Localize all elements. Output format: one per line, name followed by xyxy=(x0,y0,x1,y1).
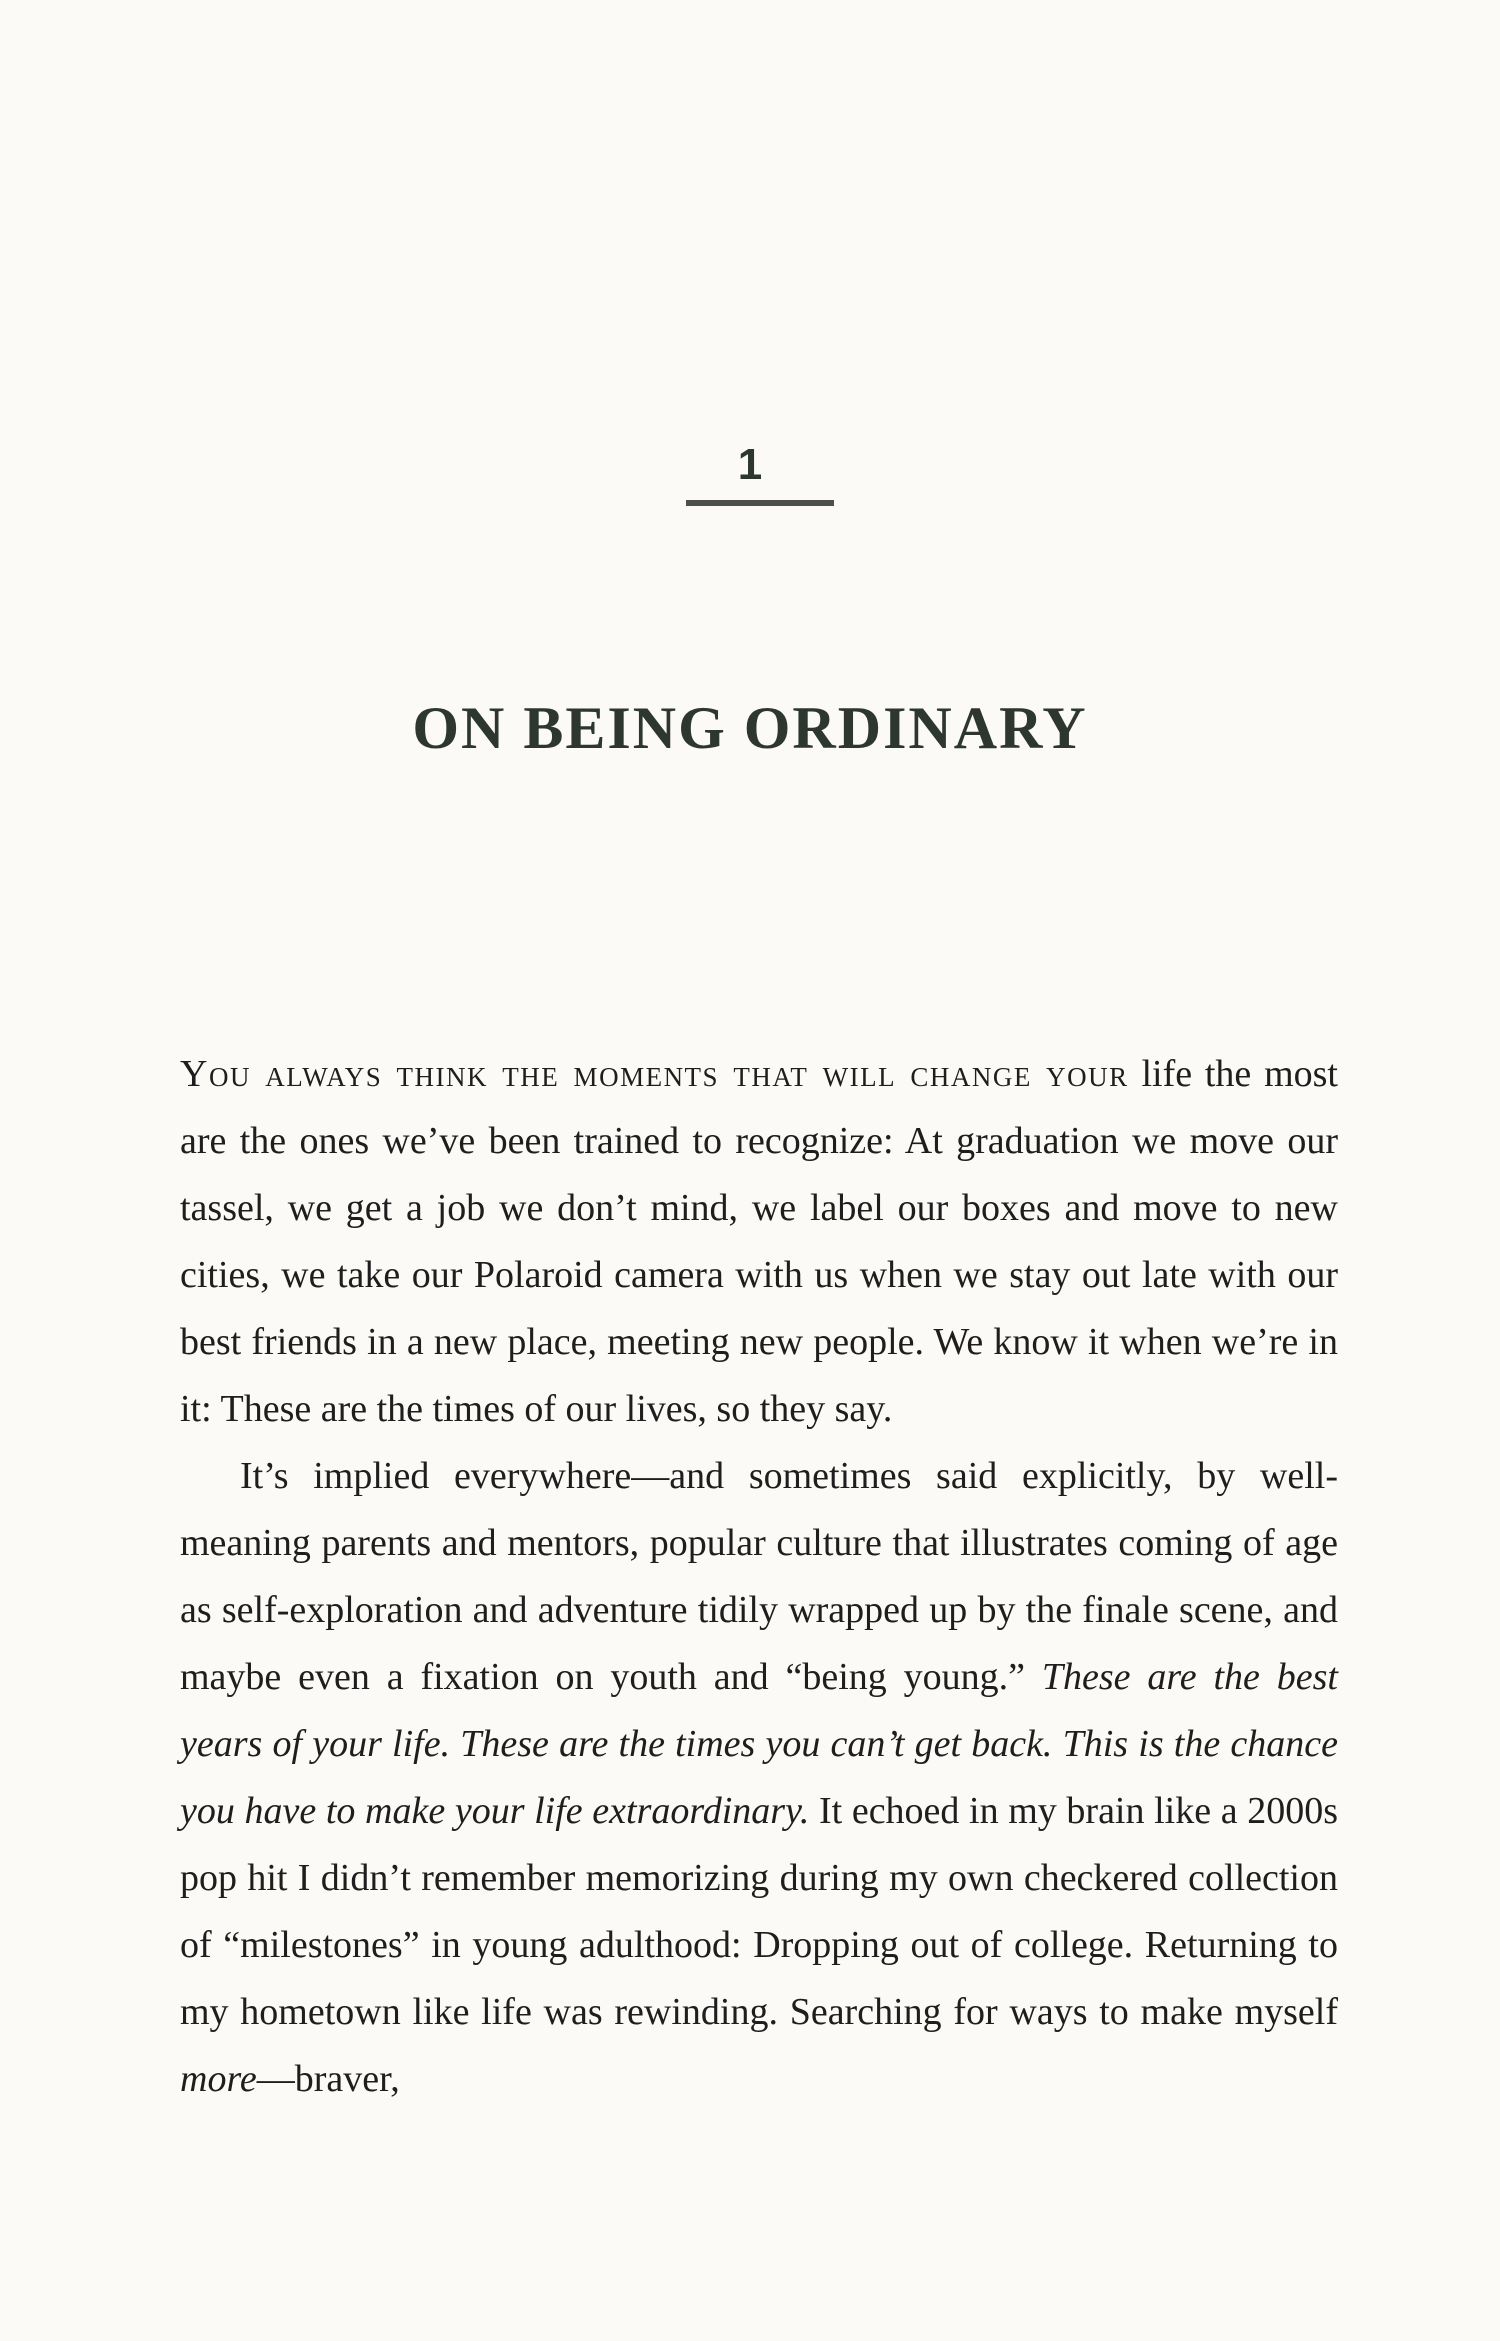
chapter-number-rule xyxy=(686,500,834,506)
chapter-body xyxy=(180,1041,1338,2113)
paragraph-lead-in: You always think the moments that will change your xyxy=(180,1053,1129,1095)
paragraph-1-text: life the most are the ones we’ve been trained to recognize: At graduation we move our tassel, we get a job we don’t mind, we label our boxes and move to new cities, we take our Polaroid camera with us when we stay out late with our best friends in a new place, meeting new people. We know it when we’re in it: These are the times of our lives, so they say. xyxy=(180,1053,1338,1430)
paragraph-2-text-1: It’s implied everywhere—and sometimes said explicitly, by well-meaning parents and mentors, popular culture that illustrates coming of age as self-exploration and adventure tidily wrapped up by the finale scene, and maybe even a fixation on youth and “being young.” xyxy=(180,1455,1338,1698)
chapter-title: ON BEING ORDINARY xyxy=(412,695,1088,761)
paragraph-1 xyxy=(180,1041,1338,1443)
paragraph-2-text-2: It echoed in my brain like a 2000s pop hit I didn’t remember memorizing during my own checkered collection of “milestones” in young adulthood: Dropping out of college. Returning to my hometown like life was rewinding. Searching for ways to make myself xyxy=(180,1790,1338,2033)
paragraph-2-text-3: —braver, xyxy=(256,2058,400,2100)
paragraph-2-italic-1: These are the best years of your life. These are the times you can’t get back. This is the chance you have to make your life extraordinary. xyxy=(180,1656,1338,1832)
chapter-number: 1 xyxy=(737,440,763,489)
paragraph-2-italic-2: more xyxy=(180,2058,257,2100)
paragraph-2 xyxy=(180,1443,1338,2113)
